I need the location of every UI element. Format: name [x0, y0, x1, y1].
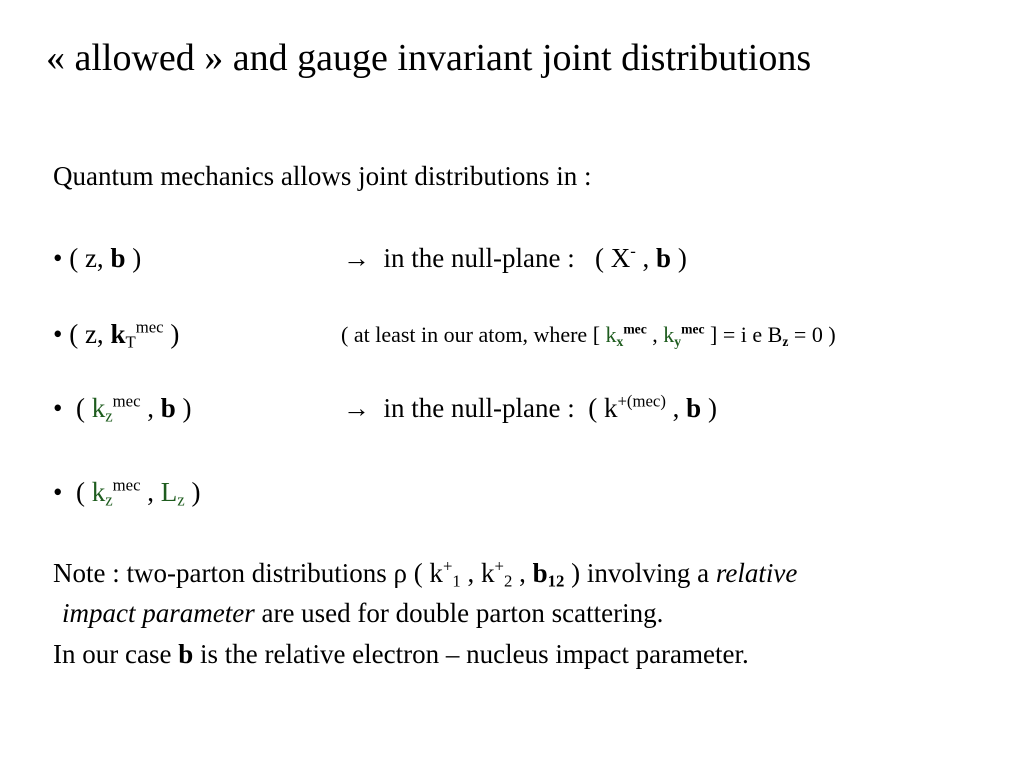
note-b-sub: 12 [547, 571, 565, 591]
bullet-3-k-sup: mec [112, 391, 141, 411]
bullet-3-np-comma: , [672, 393, 680, 423]
bullet-mark: • [53, 477, 63, 507]
bullet-3-comma: , [147, 393, 155, 423]
bullet-3-np-open: ( k [588, 393, 618, 423]
bullet-2-bz-sub: z [782, 333, 789, 349]
bullet-4-k-sub: z [105, 490, 113, 510]
intro-text: Quantum mechanics allows joint distributions in : [53, 161, 592, 191]
bullet-1-np-open: ( X [594, 243, 631, 273]
bullet-2-note-mid: ] = i e B [710, 322, 783, 347]
bullet-1-right [343, 242, 687, 274]
bullet-4-k-sup: mec [112, 475, 141, 495]
closing-b: b [178, 639, 194, 669]
bullet-4-close: ) [191, 477, 201, 507]
arrow-icon: → [343, 243, 370, 273]
note-mid1: , k [467, 558, 495, 588]
note-k1-sup: + [442, 556, 453, 576]
bullet-2-k-sup: mec [135, 317, 164, 337]
bullet-3-open: ( [75, 393, 85, 423]
closing-post: is the relative electron – nucleus impact parameter. [199, 639, 749, 669]
null-plane-label: in the null-plane : [383, 393, 575, 423]
bullet-3-np-sup: +(mec) [617, 391, 666, 411]
closing-line [53, 638, 749, 670]
bullet-4-L-sub: z [177, 490, 185, 510]
bullet-4-k: k [91, 477, 106, 507]
note-relative: relative [715, 558, 798, 588]
null-plane-label: in the null-plane : [383, 243, 575, 273]
bullet-2-ky-sup: mec [681, 321, 705, 337]
bullet-mark: • [53, 319, 63, 349]
bullet-3-np-close: ) [707, 393, 717, 423]
note-line2-rest: are used for double parton scattering. [261, 598, 664, 628]
bullet-3-left [53, 392, 192, 424]
bullet-2-note [341, 321, 836, 349]
bullet-1-b: b [110, 243, 126, 273]
bullet-4-left [53, 476, 200, 508]
bullet-1-np-b: b [656, 243, 672, 273]
bullet-1-open: ( z, [69, 243, 104, 273]
bullet-3-k: k [91, 393, 106, 423]
bullet-2-kx: k [605, 322, 617, 347]
bullet-1-np-close: ) [677, 243, 687, 273]
note-line-2 [62, 597, 663, 629]
bullet-2-ky-sub: y [674, 333, 682, 349]
bullet-4-L: L [160, 477, 178, 507]
bullet-1-np-comma: , [642, 243, 650, 273]
bullet-1-close: ) [132, 243, 142, 273]
note-k2-sub: 2 [503, 571, 513, 591]
note-k2-sup: + [494, 556, 504, 576]
note-mid2: , [519, 558, 526, 588]
bullet-mark: • [53, 393, 63, 423]
bullet-2-left [53, 318, 179, 350]
bullet-4-open: ( [75, 477, 85, 507]
arrow-icon: → [343, 393, 370, 423]
note-k1-sub: 1 [452, 571, 461, 591]
bullet-3-k-sub: z [105, 406, 113, 426]
bullet-2-note-pre: ( at least in our atom, where [ [341, 322, 601, 347]
bullet-3-close: ) [182, 393, 192, 423]
closing-pre: In our case [53, 639, 172, 669]
slide-title: « allowed » and gauge invariant joint distributions [46, 37, 812, 79]
bullet-2-open: ( z, [69, 319, 104, 349]
bullet-4-comma: , [147, 477, 155, 507]
bullet-3-np-b: b [686, 393, 702, 423]
bullet-2-k: k [110, 319, 126, 349]
note-b: b [532, 558, 548, 588]
bullet-2-k-sub: T [125, 332, 136, 352]
bullet-2-kx-sup: mec [623, 321, 647, 337]
bullet-2-comma: , [652, 322, 658, 347]
bullet-1-left [53, 242, 141, 274]
bullet-3-right [343, 392, 717, 424]
note-impact-parameter: impact parameter [62, 598, 255, 628]
note-line-1 [53, 557, 797, 589]
bullet-2-kx-sub: x [616, 333, 624, 349]
note-mid3: ) involving a [571, 558, 710, 588]
note-pre: Note : two-parton distributions ρ ( k [53, 558, 443, 588]
bullet-3-b: b [160, 393, 176, 423]
bullet-2-note-post: = 0 ) [793, 322, 836, 347]
bullet-mark: • [53, 243, 63, 273]
bullet-1-np-sup: - [630, 241, 636, 261]
bullet-2-ky: k [663, 322, 675, 347]
bullet-2-close: ) [170, 319, 180, 349]
